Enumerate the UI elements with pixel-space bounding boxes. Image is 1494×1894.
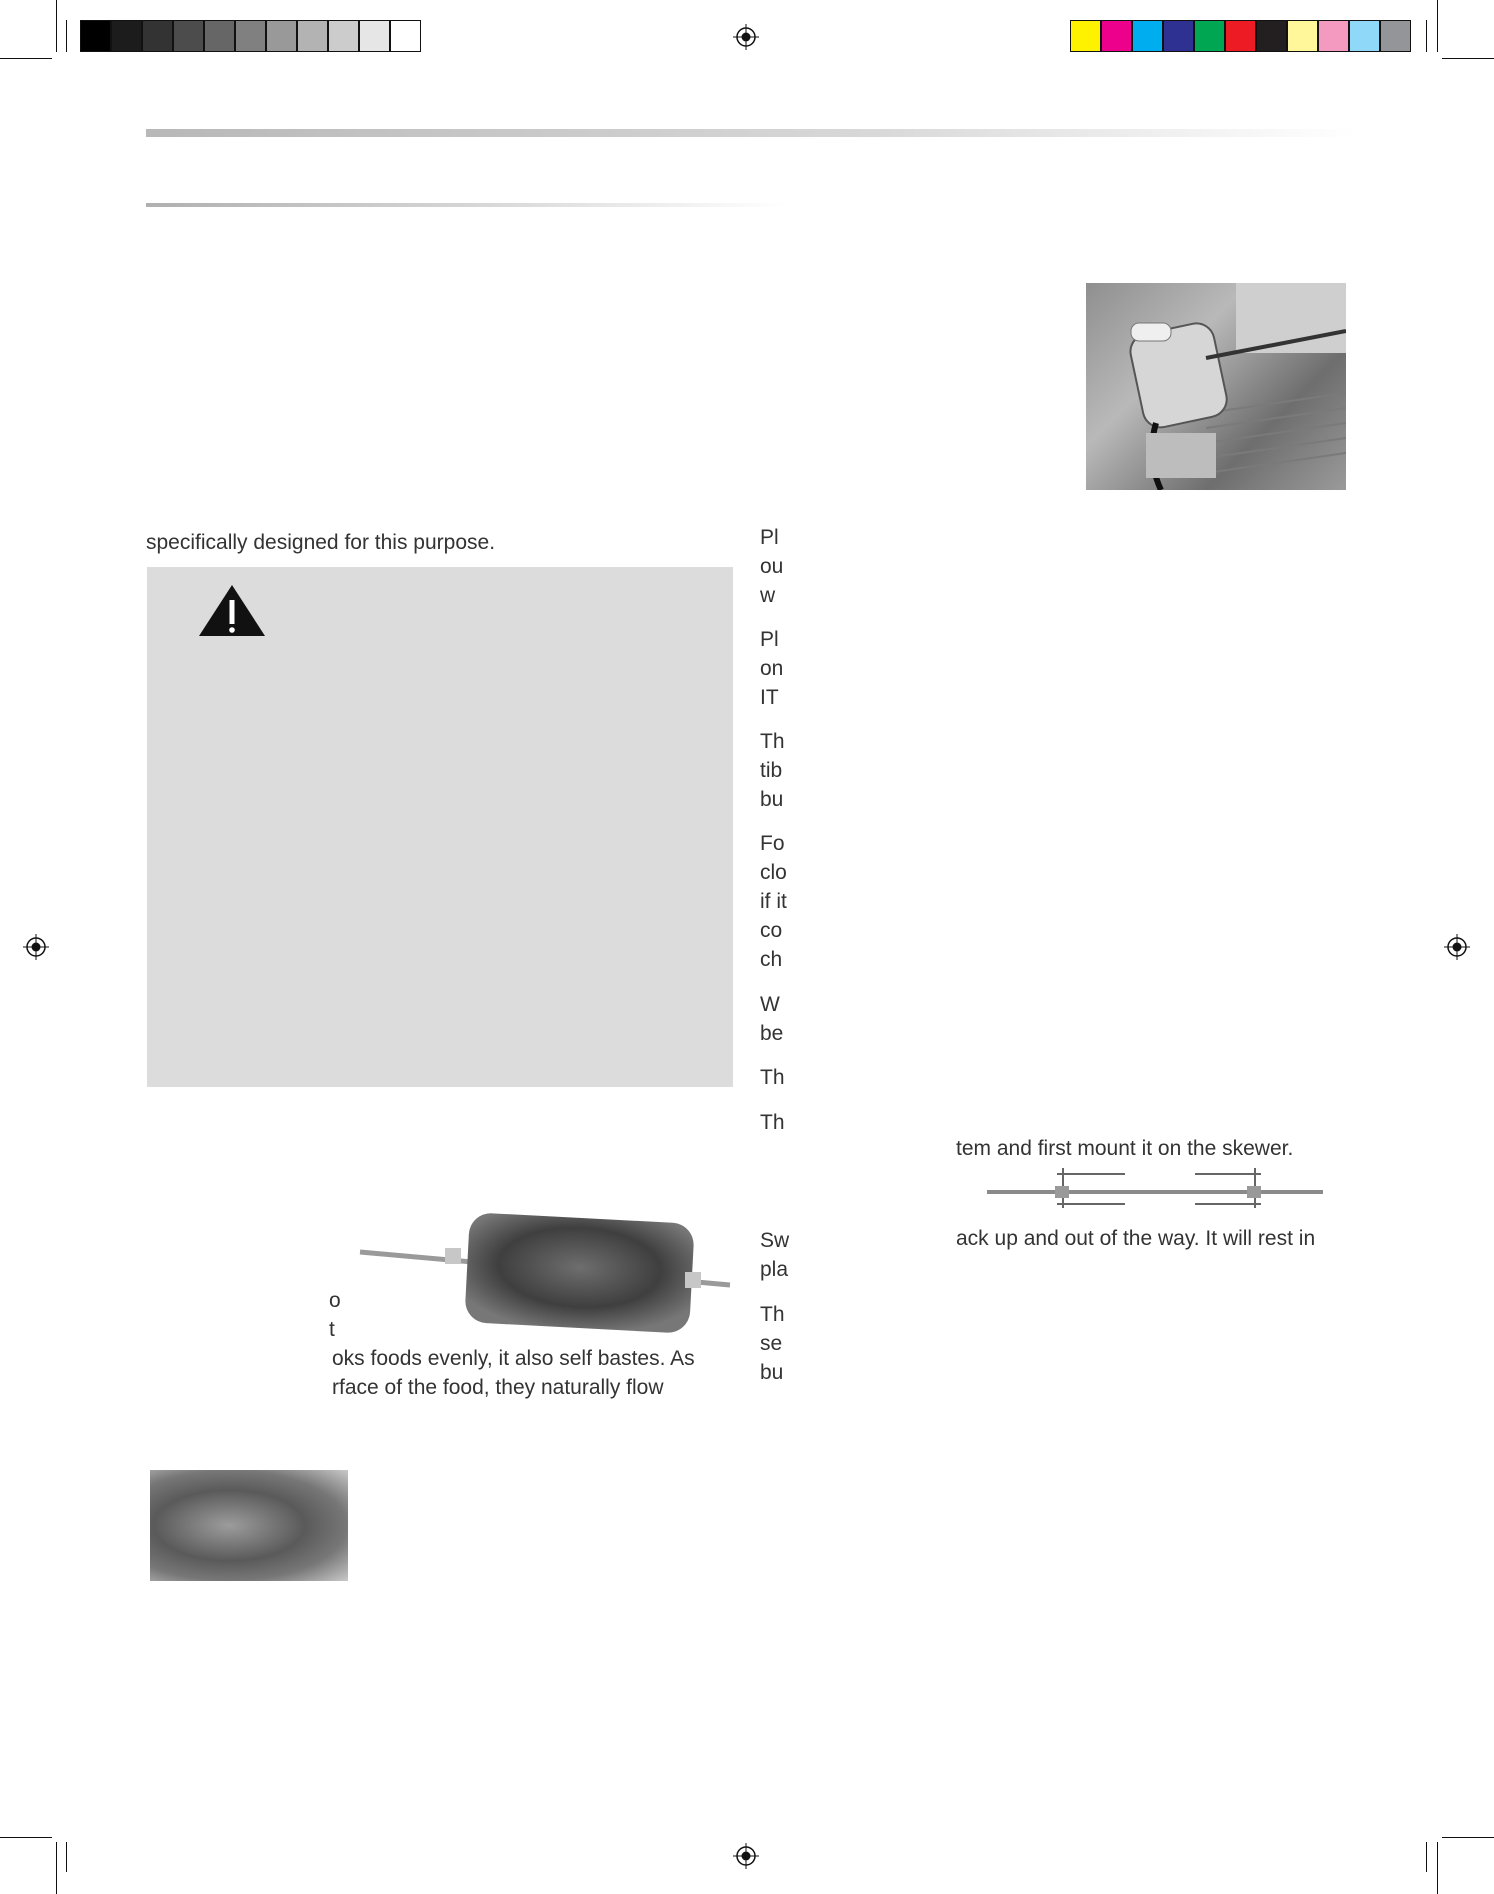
color-swatch bbox=[1380, 20, 1411, 52]
color-swatch bbox=[1194, 20, 1225, 52]
color-swatch bbox=[1101, 20, 1132, 52]
color-swatch bbox=[1163, 20, 1194, 52]
text-fragment: o bbox=[329, 1289, 341, 1312]
middle-column-line: clo bbox=[760, 861, 787, 884]
middle-column-line: ch bbox=[760, 948, 783, 971]
middle-column-line: IT bbox=[760, 686, 779, 709]
gray-swatch bbox=[111, 20, 142, 52]
gray-swatch bbox=[266, 20, 297, 52]
gray-swatch bbox=[204, 20, 235, 52]
mount-instruction-line: tem and first mount it on the skewer. bbox=[956, 1137, 1294, 1160]
cooked-meat-photo bbox=[150, 1470, 348, 1581]
gray-swatch bbox=[359, 20, 390, 52]
registration-target-icon bbox=[23, 934, 49, 960]
middle-column-line: Fo bbox=[760, 832, 785, 855]
middle-column-line: bu bbox=[760, 788, 784, 811]
middle-column-line: Pl bbox=[760, 628, 779, 651]
intro-line: specifically designed for this purpose. bbox=[146, 531, 496, 554]
middle-column-line: W bbox=[760, 993, 780, 1016]
color-swatch bbox=[1070, 20, 1101, 52]
gray-swatch bbox=[80, 20, 111, 52]
color-swatch bbox=[1132, 20, 1163, 52]
middle-column-line: Th bbox=[760, 1303, 785, 1326]
middle-column-line: Sw bbox=[760, 1229, 790, 1252]
skewered-meat-photo bbox=[355, 1210, 735, 1335]
color-swatch bbox=[1287, 20, 1318, 52]
middle-column-line: co bbox=[760, 919, 783, 942]
middle-column-line: Pl bbox=[760, 526, 779, 549]
text-fragment: oks foods evenly, it also self bastes. As bbox=[332, 1347, 695, 1370]
warning-triangle-icon bbox=[197, 583, 267, 639]
middle-column-line: on bbox=[760, 657, 784, 680]
middle-column-line: if it bbox=[760, 890, 787, 913]
middle-column-line: Th bbox=[760, 730, 785, 753]
gray-swatch bbox=[390, 20, 421, 52]
registration-target-icon bbox=[1444, 934, 1470, 960]
middle-column-line: w bbox=[760, 584, 776, 607]
gray-swatch bbox=[142, 20, 173, 52]
header-rule bbox=[146, 129, 1356, 137]
rotisserie-motor-photo bbox=[1086, 283, 1346, 490]
color-swatch bbox=[1318, 20, 1349, 52]
text-fragment: rface of the food, they naturally flow bbox=[332, 1376, 664, 1399]
middle-column-line: bu bbox=[760, 1361, 784, 1384]
middle-column-line: Th bbox=[760, 1111, 785, 1134]
warning-box bbox=[147, 567, 733, 1087]
middle-column-line: tib bbox=[760, 759, 783, 782]
registration-target-icon bbox=[733, 24, 759, 50]
text-fragment: t bbox=[329, 1318, 335, 1341]
middle-column-line: ou bbox=[760, 555, 784, 578]
gray-swatch bbox=[173, 20, 204, 52]
gray-swatch bbox=[235, 20, 266, 52]
middle-column-line: Th bbox=[760, 1066, 785, 1089]
rack-instruction-line: ack up and out of the way. It will rest in bbox=[956, 1227, 1316, 1250]
middle-column-line: pla bbox=[760, 1258, 789, 1281]
middle-column-line: be bbox=[760, 1022, 784, 1045]
gray-swatch bbox=[297, 20, 328, 52]
gray-swatch bbox=[328, 20, 359, 52]
middle-column-line: se bbox=[760, 1332, 783, 1355]
skewer-with-forks-image bbox=[985, 1160, 1325, 1220]
color-swatch bbox=[1349, 20, 1380, 52]
subheader-rule bbox=[146, 203, 786, 207]
registration-target-icon bbox=[733, 1843, 759, 1869]
color-swatch bbox=[1256, 20, 1287, 52]
color-swatch bbox=[1225, 20, 1256, 52]
